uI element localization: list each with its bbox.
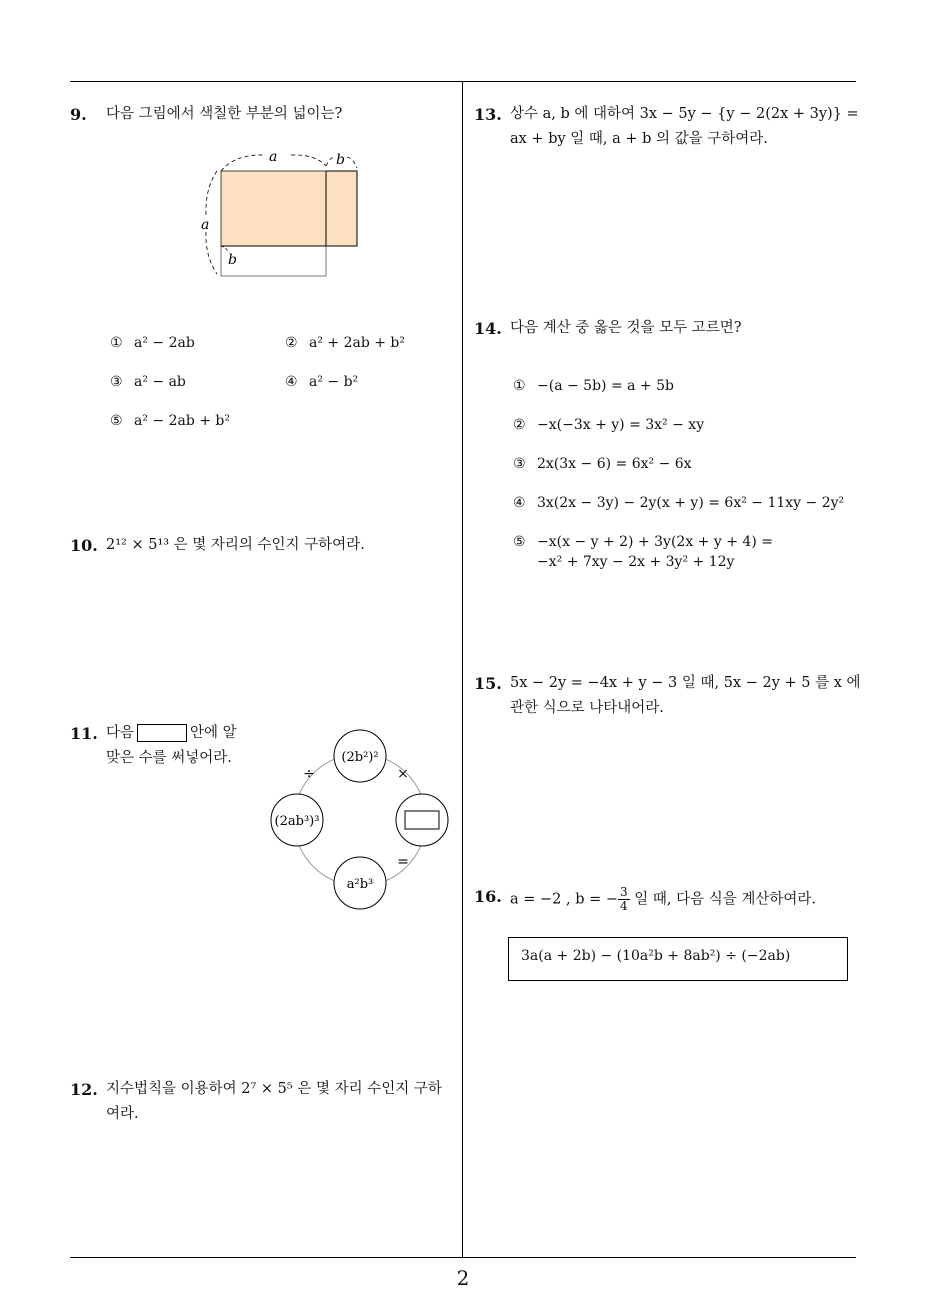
op-divide: ÷	[303, 766, 315, 782]
option-mark: ①	[110, 335, 123, 351]
question-text: 상수 a, b 에 대하여 3x − 5y − {y − 2(2x + 3y)} =	[510, 106, 859, 122]
question-number: 11.	[70, 724, 98, 743]
option-expr: a² − 2ab	[134, 335, 195, 351]
option-expr-continued: −x² + 7xy − 2x + 3y² + 12y	[537, 554, 735, 570]
question-text: ax + by 일 때, a + b 의 값을 구하여라.	[510, 131, 768, 147]
option-mark: ⑤	[110, 413, 123, 429]
q16-expression-box	[508, 937, 848, 981]
condition-text: a = −2 , b = −	[510, 891, 619, 908]
option-expr: −x(−3x + y) = 3x² − xy	[537, 417, 705, 433]
q14-option-4[interactable]	[513, 493, 844, 513]
bottom-rule	[70, 1257, 856, 1258]
option-expr: a² − ab	[134, 374, 186, 390]
q9-option-4[interactable]	[285, 372, 358, 392]
answer-box	[405, 811, 439, 829]
question-number: 12.	[70, 1080, 98, 1099]
question-number: 15.	[474, 674, 502, 693]
question-text: 다음 그림에서 색칠한 부분의 넓이는?	[106, 106, 343, 122]
q9-option-5[interactable]	[110, 411, 230, 431]
question-16	[474, 884, 866, 913]
question-14	[474, 316, 866, 341]
question-text: 다음	[106, 725, 135, 741]
label-b-top: b	[336, 152, 345, 168]
expression: 3a(a + 2b) − (10a²b + 8ab²) ÷ (−2ab)	[521, 948, 791, 964]
question-number: 9.	[70, 105, 87, 124]
q11-diagram	[265, 728, 455, 913]
node-left-label: (2ab³)³	[274, 814, 320, 829]
op-equals: =	[397, 854, 409, 870]
top-rule	[70, 81, 856, 82]
question-text: 여라.	[106, 1106, 139, 1122]
label-a-left: a	[201, 217, 210, 233]
option-mark: ③	[513, 456, 526, 472]
question-number: 10.	[70, 536, 98, 555]
q9-figure	[195, 148, 370, 283]
q14-option-1[interactable]	[513, 376, 674, 396]
question-number: 14.	[474, 319, 502, 338]
question-10	[70, 533, 450, 558]
option-expr: −x(x − y + 2) + 3y(2x + y + 4) =	[537, 534, 773, 550]
question-text: 지수법칙을 이용하여 2⁷ × 5⁵ 은 몇 자리 수인지 구하	[106, 1081, 442, 1097]
question-text: 다음 계산 중 옳은 것을 모두 고르면?	[510, 320, 742, 336]
option-expr: −(a − 5b) = a + 5b	[537, 378, 674, 394]
q9-option-3[interactable]	[110, 372, 186, 392]
question-text: 2¹² × 5¹³ 은 몇 자리의 수인지 구하여라.	[106, 537, 365, 553]
q14-option-5[interactable]	[513, 532, 773, 572]
option-mark: ④	[285, 374, 298, 390]
question-11	[70, 721, 270, 771]
option-expr: 3x(2x − 3y) − 2y(x + y) = 6x² − 11xy − 2y²	[537, 495, 845, 511]
question-number: 16.	[474, 887, 502, 906]
option-mark: ②	[285, 335, 298, 351]
fraction	[618, 886, 630, 913]
fraction-denominator: 4	[620, 899, 628, 913]
q9-option-1[interactable]	[110, 333, 195, 353]
option-expr: a² − 2ab + b²	[134, 413, 231, 429]
option-mark: ②	[513, 417, 526, 433]
question-text: 일 때, 다음 식을 계산하여라.	[634, 891, 816, 908]
question-13	[474, 102, 866, 152]
fraction-numerator: 3	[620, 885, 628, 899]
column-divider	[462, 82, 463, 1258]
question-text: 5x − 2y = −4x + y − 3 일 때, 5x − 2y + 5 를 x 에	[510, 675, 861, 691]
question-number: 13.	[474, 105, 502, 124]
node-bottom-label: a²b³	[346, 877, 374, 892]
option-mark: ④	[513, 495, 526, 511]
op-multiply: ×	[397, 766, 409, 782]
shaded-region	[221, 171, 357, 246]
option-expr: 2x(3x − 6) = 6x² − 6x	[537, 456, 692, 472]
question-text: 관한 식으로 나타내어라.	[510, 700, 664, 716]
question-15	[474, 671, 866, 721]
answer-blank	[137, 724, 187, 742]
brace-b-bottom	[221, 246, 228, 252]
question-12	[70, 1077, 460, 1127]
node-top-label: (2b²)²	[341, 750, 379, 765]
label-a-top: a	[269, 149, 278, 165]
q9-option-2[interactable]	[285, 333, 405, 353]
page-number: 2	[456, 1266, 470, 1290]
option-expr: a² + 2ab + b²	[309, 335, 406, 351]
option-mark: ①	[513, 378, 526, 394]
question-9	[70, 102, 450, 127]
question-text: 맞은 수를 써넣어라.	[106, 750, 232, 766]
option-mark: ⑤	[513, 534, 526, 550]
q14-option-3[interactable]	[513, 454, 692, 474]
option-mark: ③	[110, 374, 123, 390]
option-expr: a² − b²	[309, 374, 359, 390]
q14-option-2[interactable]	[513, 415, 704, 435]
label-b-bottom: b	[228, 252, 237, 268]
question-text: 안에 알	[190, 725, 237, 741]
